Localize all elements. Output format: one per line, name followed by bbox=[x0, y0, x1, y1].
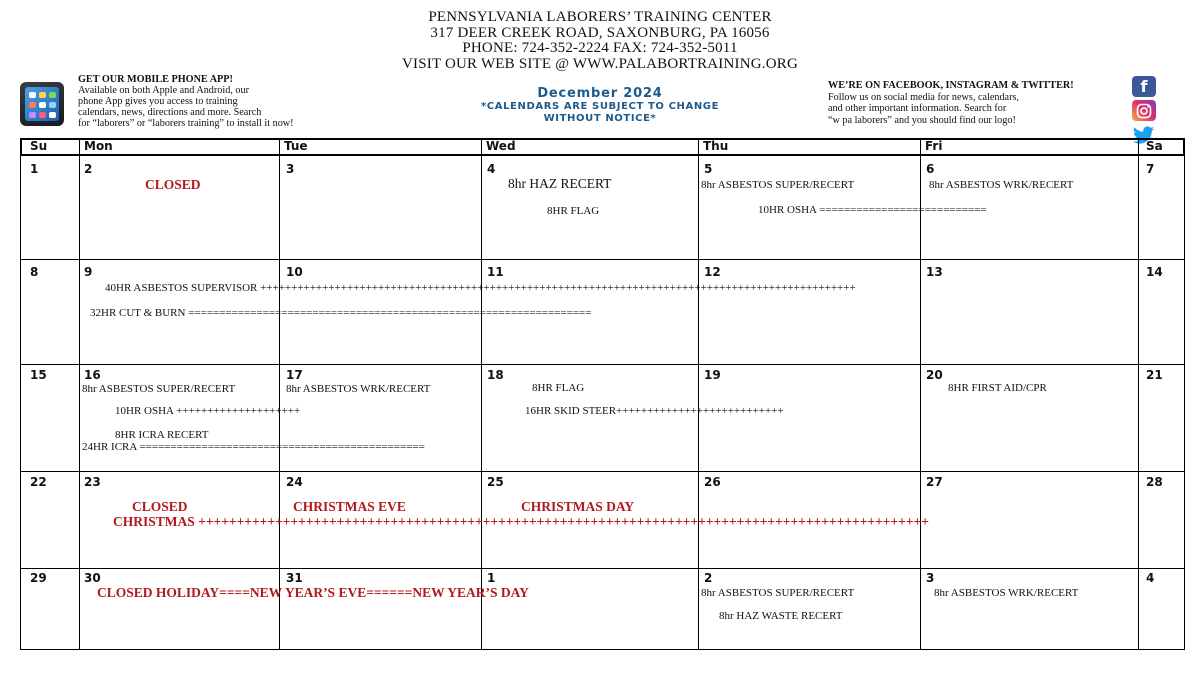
day-header-mon: Mon bbox=[84, 139, 113, 153]
social-title: WE’RE ON FACEBOOK, INSTAGRAM & TWITTER! bbox=[828, 80, 1074, 91]
event-christmas-eve: CHRISTMAS EVE bbox=[293, 499, 406, 514]
day-header-tue: Tue bbox=[284, 139, 308, 153]
date-cell[interactable]: 2 bbox=[704, 571, 713, 585]
date-cell[interactable]: 21 bbox=[1146, 368, 1163, 382]
date-cell[interactable]: 14 bbox=[1146, 265, 1163, 279]
date-cell[interactable]: 18 bbox=[487, 368, 504, 382]
social-line-2: and other important information. Search for bbox=[828, 103, 1007, 114]
event-asbestos-super: 8hr ASBESTOS SUPER/RECERT bbox=[701, 179, 855, 191]
date-cell[interactable]: 7 bbox=[1146, 162, 1155, 176]
day-header-row bbox=[20, 138, 1185, 156]
calendar-grid bbox=[20, 138, 1185, 650]
event-asbestos-super: 8hr ASBESTOS SUPER/RECERT bbox=[82, 383, 236, 395]
date-cell[interactable]: 11 bbox=[487, 265, 504, 279]
day-header-sun: Su bbox=[30, 139, 48, 153]
date-cell[interactable]: 1 bbox=[30, 162, 39, 176]
date-cell[interactable]: 20 bbox=[926, 368, 943, 382]
app-line-2: phone App gives you access to training bbox=[78, 96, 238, 107]
event-cut-burn: 32HR CUT & BURN ================================================================= bbox=[90, 307, 592, 319]
day-header-thu: Thu bbox=[703, 139, 729, 153]
event-asbestos-40hr: 40HR ASBESTOS SUPERVISOR ++++++++++++++++++++++++++++++++++++++++++++++++++++++++++++++++++++++++++++++++++++++++++++++++ bbox=[105, 282, 856, 294]
date-cell[interactable]: 22 bbox=[30, 475, 47, 489]
date-cell[interactable]: 17 bbox=[286, 368, 303, 382]
instagram-icon[interactable] bbox=[1132, 100, 1156, 121]
social-info bbox=[828, 80, 1128, 126]
event-asbestos-wrk: 8hr ASBESTOS WRK/RECERT bbox=[929, 179, 1074, 191]
month-header bbox=[420, 86, 780, 125]
event-flag: 8HR FLAG bbox=[532, 382, 585, 394]
event-skid-steer: 16HR SKID STEER+++++++++++++++++++++++++++ bbox=[525, 405, 784, 417]
center-address: 317 DEER CREEK ROAD, SAXONBURG, PA 16056 bbox=[430, 24, 770, 41]
day-header-fri: Fri bbox=[925, 139, 943, 153]
event-icra-recert: 8HR ICRA RECERT bbox=[115, 429, 209, 441]
date-cell[interactable]: 4 bbox=[1146, 571, 1155, 585]
notice-line-1: *CALENDARS ARE SUBJECT TO CHANGE bbox=[480, 101, 720, 112]
header bbox=[0, 10, 1200, 72]
date-cell[interactable]: 24 bbox=[286, 475, 303, 489]
date-cell[interactable]: 8 bbox=[30, 265, 39, 279]
date-cell[interactable]: 12 bbox=[704, 265, 721, 279]
date-cell[interactable]: 4 bbox=[487, 162, 496, 176]
date-cell[interactable]: 3 bbox=[926, 571, 935, 585]
closed-label: CLOSED bbox=[145, 177, 201, 192]
app-line-1: Available on both Apple and Android, our bbox=[78, 85, 249, 96]
date-cell[interactable]: 16 bbox=[84, 368, 101, 382]
event-christmas-day: CHRISTMAS DAY bbox=[521, 499, 635, 514]
date-cell[interactable]: 5 bbox=[704, 162, 713, 176]
phone-app-icon bbox=[20, 82, 64, 126]
day-header-wed: Wed bbox=[486, 139, 516, 153]
date-cell[interactable]: 2 bbox=[84, 162, 93, 176]
app-title: GET OUR MOBILE PHONE APP! bbox=[78, 74, 233, 85]
event-christmas: CHRISTMAS +++++++++++++++++++++++++++++++++++++++++++++++++++++++++++++++++++++++++++++++++++++++++++++++ bbox=[113, 514, 929, 529]
event-asbestos-super: 8hr ASBESTOS SUPER/RECERT bbox=[701, 587, 855, 599]
event-osha: 10HR OSHA ++++++++++++++++++++ bbox=[115, 405, 301, 417]
date-cell[interactable]: 3 bbox=[286, 162, 295, 176]
day-header-sat: Sa bbox=[1146, 139, 1163, 153]
date-cell[interactable]: 9 bbox=[84, 265, 93, 279]
date-cell[interactable]: 19 bbox=[704, 368, 721, 382]
closed-label: CLOSED bbox=[132, 499, 188, 514]
app-line-4: for “laborers” or “laborers training” to install it now! bbox=[78, 118, 294, 129]
social-line-1: Follow us on social media for news, calendars, bbox=[828, 91, 1019, 103]
date-cell[interactable]: 29 bbox=[30, 571, 47, 585]
date-cell[interactable]: 31 bbox=[286, 571, 303, 585]
social-line-3: “w pa laborers” and you should find our logo! bbox=[828, 114, 1016, 126]
app-line-3: calendars, news, directions and more. Search bbox=[78, 107, 262, 118]
date-cell[interactable]: 28 bbox=[1146, 475, 1163, 489]
mobile-app-info bbox=[78, 74, 348, 129]
center-name: PENNSYLVANIA LABORERS’ TRAINING CENTER bbox=[428, 9, 772, 25]
month-title: December 2024 bbox=[537, 86, 663, 101]
event-icra-24hr: 24HR ICRA ============================================== bbox=[82, 441, 425, 453]
event-first-aid: 8HR FIRST AID/CPR bbox=[948, 382, 1047, 394]
date-cell[interactable]: 26 bbox=[704, 475, 721, 489]
date-cell[interactable]: 13 bbox=[926, 265, 943, 279]
facebook-icon[interactable]: f bbox=[1132, 76, 1156, 97]
event-haz-recert: 8hr HAZ RECERT bbox=[508, 176, 612, 191]
date-cell[interactable]: 15 bbox=[30, 368, 47, 382]
event-asbestos-wrk: 8hr ASBESTOS WRK/RECERT bbox=[934, 587, 1079, 599]
date-cell[interactable]: 30 bbox=[84, 571, 101, 585]
notice-line-2: WITHOUT NOTICE* bbox=[543, 113, 657, 124]
date-cell[interactable]: 25 bbox=[487, 475, 504, 489]
center-website[interactable]: VISIT OUR WEB SITE @ WWW.PALABORTRAINING.ORG bbox=[401, 55, 799, 72]
date-cell[interactable]: 27 bbox=[926, 475, 943, 489]
center-phone: PHONE: 724-352-2224 FAX: 724-352-5011 bbox=[462, 40, 738, 56]
event-flag: 8HR FLAG bbox=[547, 205, 600, 217]
date-cell[interactable]: 6 bbox=[926, 162, 935, 176]
date-cell[interactable]: 10 bbox=[286, 265, 303, 279]
event-asbestos-wrk: 8hr ASBESTOS WRK/RECERT bbox=[286, 383, 431, 395]
date-cell[interactable]: 23 bbox=[84, 475, 101, 489]
event-osha: 10HR OSHA =========================== bbox=[758, 204, 987, 216]
event-new-year-holiday: CLOSED HOLIDAY====NEW YEAR’S EVE======NEW YEAR’S DAY bbox=[97, 585, 529, 600]
event-haz-waste: 8hr HAZ WASTE RECERT bbox=[719, 610, 843, 622]
date-cell[interactable]: 1 bbox=[487, 571, 496, 585]
